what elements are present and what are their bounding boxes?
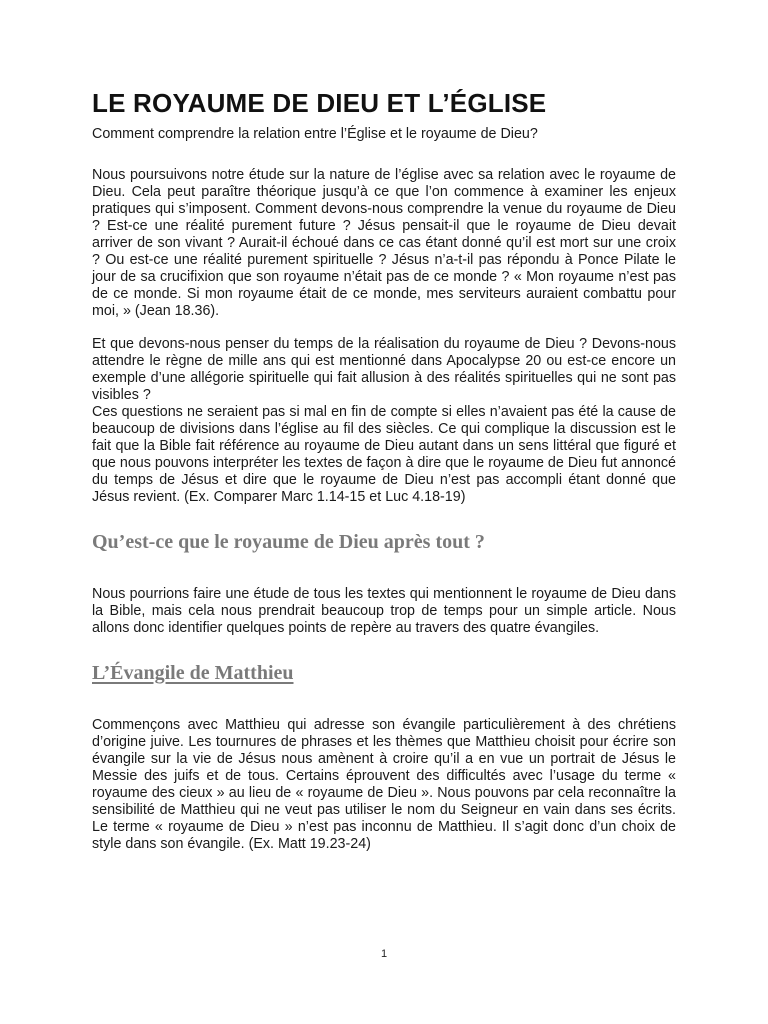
- paragraph-timing: Et que devons-nous penser du temps de la réalisation du royaume de Dieu ? Devons-nous attendre le règne de mille ans qui est mentionné dans Apocalypse 20 ou est-ce encore un exemple d’une allégorie spirituelle qui fait allusion à des réalités spirituelles qui ne sont pas visibles ?: [92, 336, 676, 403]
- paragraph-divisions: Ces questions ne seraient pas si mal en fin de compte si elles n’avaient pas été la cause de beaucoup de divisions dans l’église au fil des siècles. Ce qui complique la discussion est le fait que la Bible fait référence au royaume de Dieu autant dans un sens littéral que figuré et que nous pouvons interpréter les textes de façon à dire que le royaume de Dieu fut annoncé du temps de Jésus et dire que le royaume de Dieu n’est pas accompli étant donné que Jésus revient. (Ex. Comparer Marc 1.14-15 et Luc 4.18-19): [92, 404, 676, 505]
- paragraph-intro: Nous poursuivons notre étude sur la nature de l’église avec sa relation avec le royaume de Dieu. Cela peut paraître théorique jusqu’à ce que l’on commence à examiner les enjeux pratiques qui s’imposent. Comment devons-nous comprendre la venue du royaume de Dieu ? Est-ce une réalité purement future ? Jésus pensait-il que le royaume de Dieu devait arriver de son vivant ? Aurait-il échoué dans ce cas étant donné qu’il est mort sur une croix ? Ou est-ce une réalité purement spirituelle ? Jésus n’a-t-il pas répondu à Ponce Pilate le jour de sa crucifixion que son royaume n’était pas de ce monde ? « Mon royaume n’est pas de ce monde. Si mon royaume était de ce monde, mes serviteurs auraient combattu pour moi, » (Jean 18.36).: [92, 167, 676, 319]
- paragraph-gospels: Nous pourrions faire une étude de tous les textes qui mentionnent le royaume de Dieu dans la Bible, mais cela nous prendrait beaucoup trop de temps pour un simple article. Nous allons donc identifier quelques points de repère au travers des quatre évangiles.: [92, 586, 676, 636]
- section-heading-matthieu: L’Évangile de Matthieu: [92, 662, 294, 684]
- page-content: [92, 86, 676, 853]
- section-heading-question: Qu’est-ce que le royaume de Dieu après tout ?: [92, 531, 485, 553]
- page-subtitle: Comment comprendre la relation entre l’Église et le royaume de Dieu?: [92, 126, 538, 142]
- page-number: 1: [380, 948, 388, 960]
- paragraph-matthieu: Commençons avec Matthieu qui adresse son évangile particulièrement à des chrétiens d’origine juive. Les tournures de phrases et les thèmes que Matthieu choisit pour écrire son évangile sur la vie de Jésus nous amènent à croire qu’il a en vue un portrait de Jésus le Messie des juifs et de tous. Certains éprouvent des difficultés avec l’usage du terme « royaume des cieux » au lieu de « royaume de Dieu ». Nous pouvons par cela reconnaître la sensibilité de Matthieu qui ne veut pas utiliser le nom du Seigneur en vain dans ses écrits. Le terme « royaume de Dieu » n’est pas inconnu de Matthieu. Il s’agit donc d’un choix de style dans son évangile. (Ex. Matt 19.23-24): [92, 717, 676, 852]
- page-title: LE ROYAUME DE DIEU ET L’ÉGLISE: [92, 88, 547, 118]
